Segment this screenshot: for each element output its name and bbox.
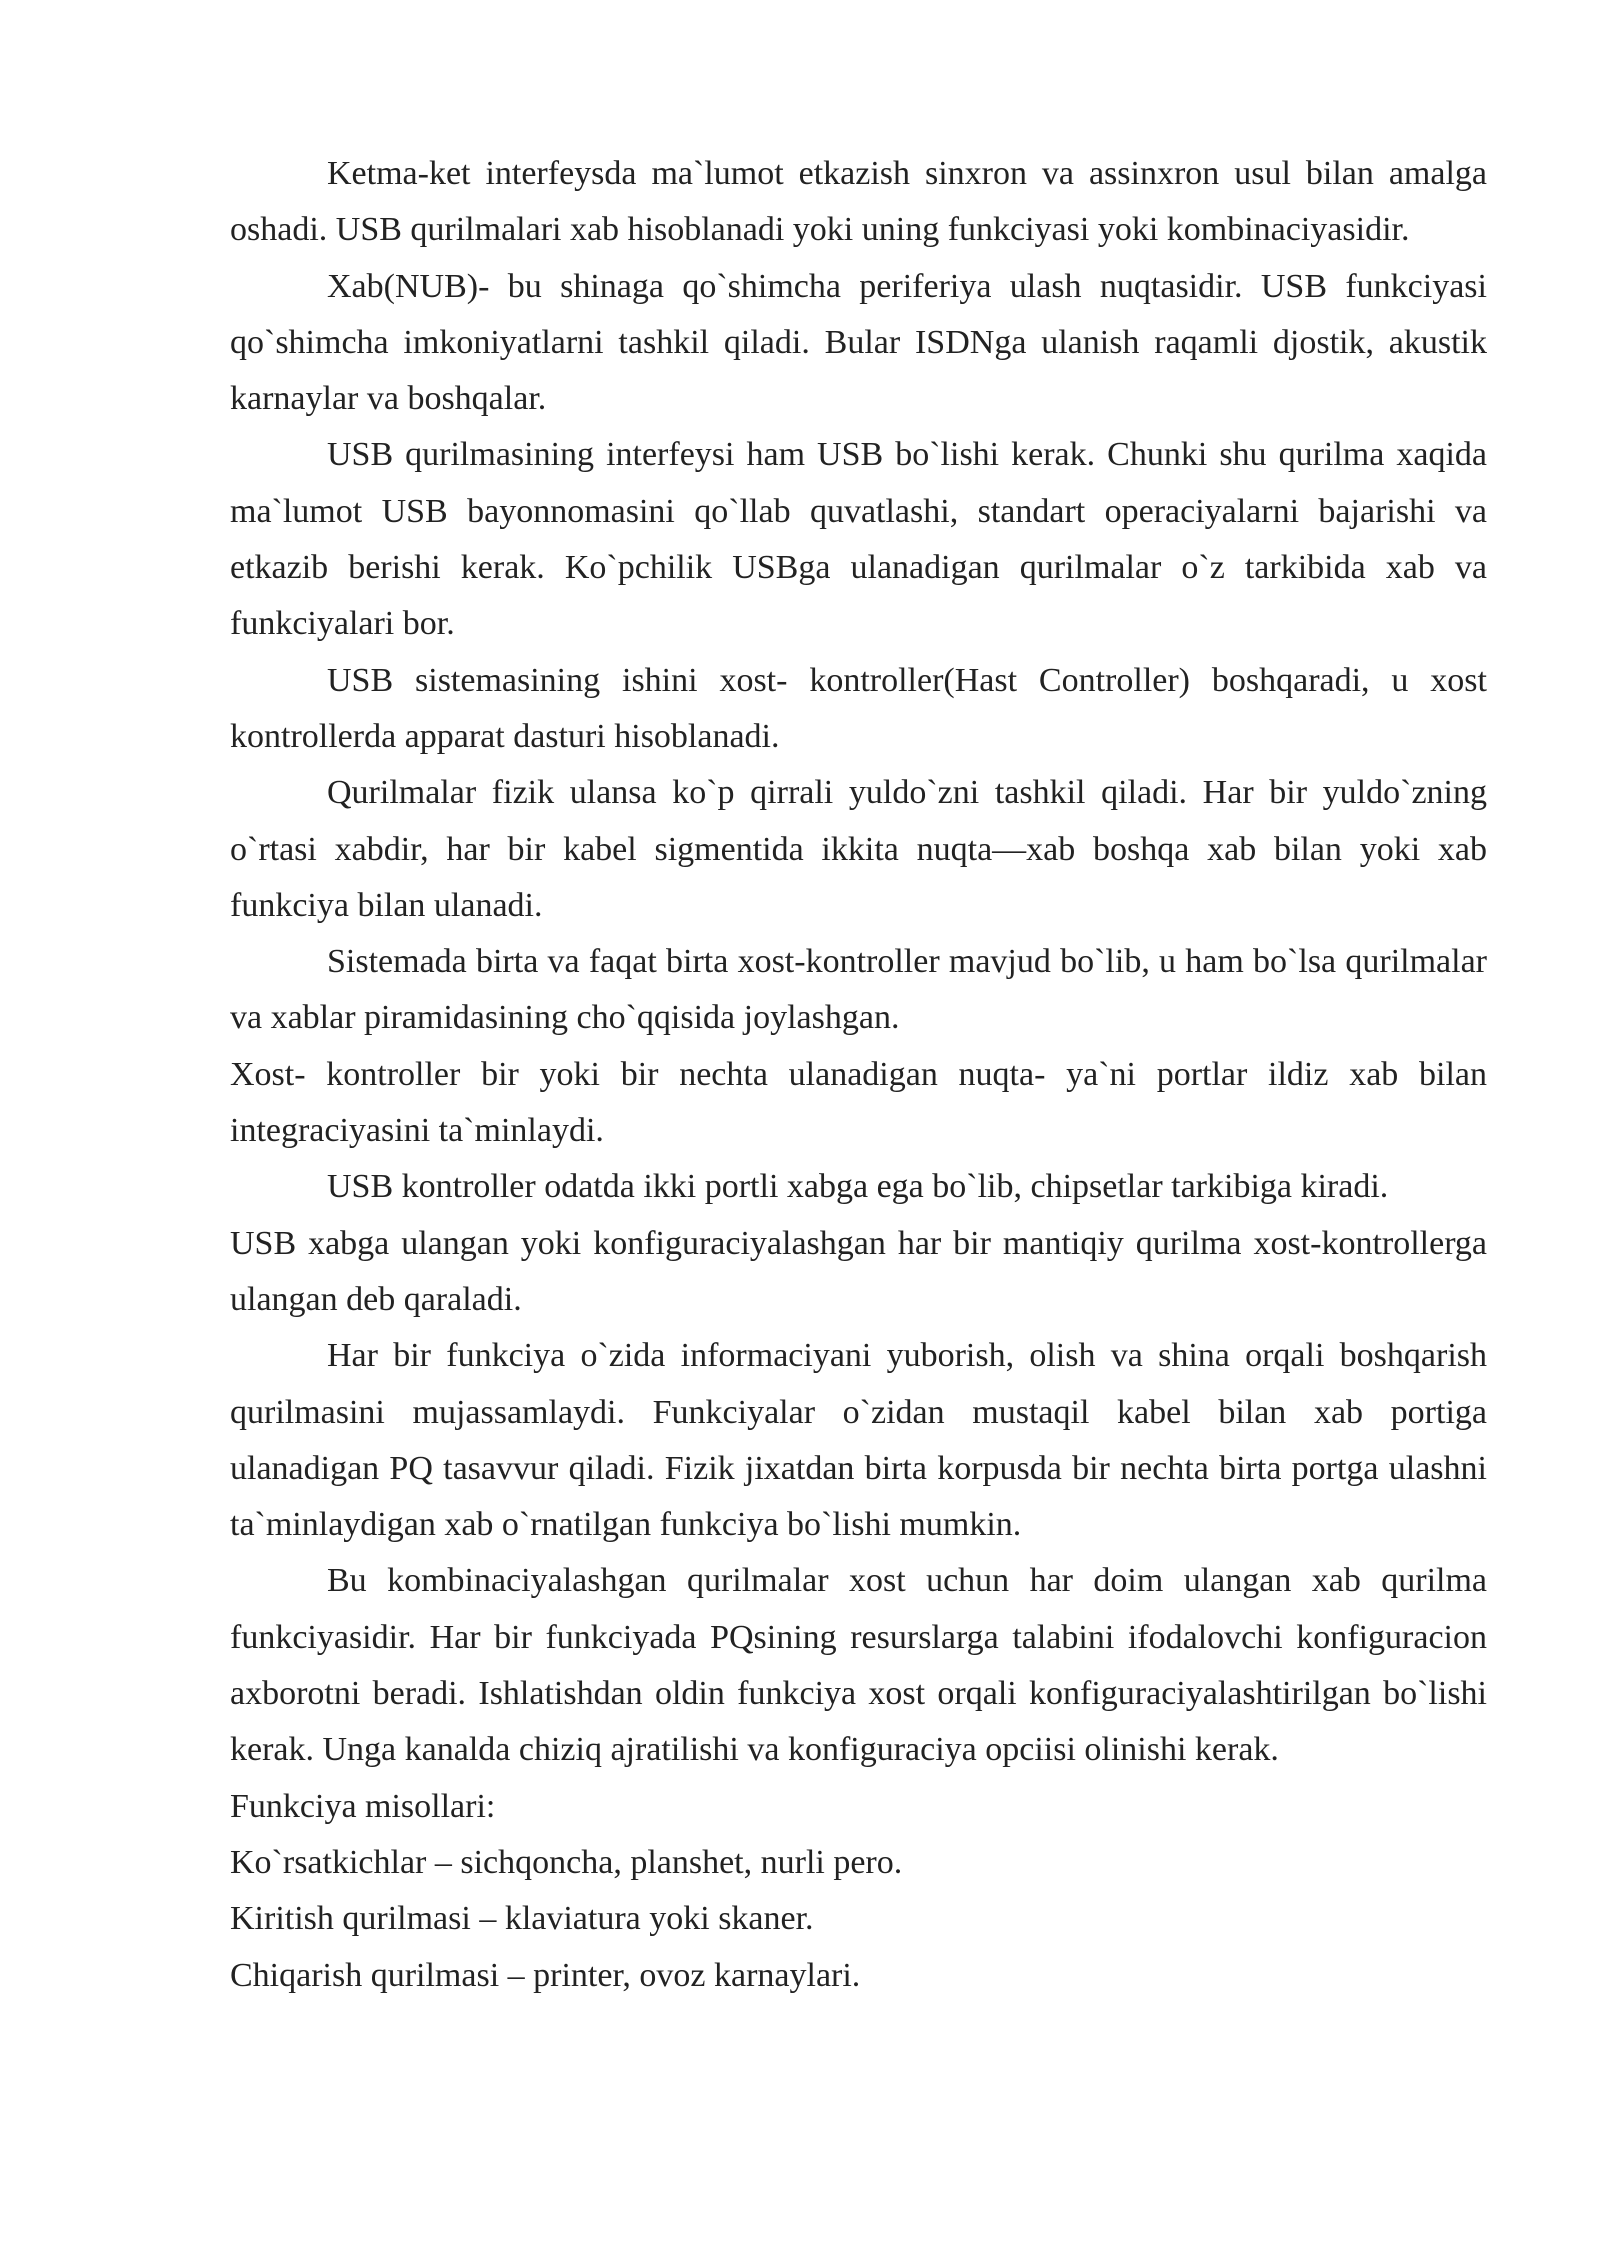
paragraph-host-controller: USB sistemasining ishini xost- kontroller(Hast Controller) boshqaradi, u xost kontrollerda apparat dasturi hisoblanadi. bbox=[230, 661, 1487, 755]
document-body bbox=[230, 146, 1487, 2004]
paragraph-combined-devices: Bu kombinaciyalashgan qurilmalar xost uchun har doim ulangan xab qurilma funkciyasidir. Har bir funkciyada PQsining resurslarga talabini ifodalovchi konfiguracion axborotni beradi. Ishlatishdan oldin funkciya xost orqali konfiguraciyalashtirilgan bo`lishi kerak. Unga kanalda chiziq ajratilishi va konfiguraciya opciisi olinishi kerak. bbox=[230, 1562, 1487, 1769]
paragraph-root-hub: Xost- kontroller bir yoki bir nechta ulanadigan nuqta- ya`ni portlar ildiz xab bilan integraciyasini ta`minlaydi. bbox=[230, 1055, 1487, 1150]
list-item-pointers: Ko`rsatkichlar – sichqoncha, planshet, nurli pero. bbox=[230, 1843, 903, 1881]
paragraph-two-port-hub: USB kontroller odatda ikki portli xabga ega bo`lib, chipsetlar tarkibiga kiradi. bbox=[327, 1168, 1389, 1206]
function-examples-heading: Funkciya misollari: bbox=[230, 1787, 496, 1825]
paragraph-usb-interface: USB qurilmasining interfeysi ham USB bo`lishi kerak. Chunki shu qurilma xaqida ma`lumot USB bayonnomasini qo`llab quvatlashi, standart operaciyalarni bajarishi va etkazib berishi kerak. Ko`pchilik USBga ulanadigan qurilmalar o`z tarkibida xab va funkciyalari bor. bbox=[230, 436, 1487, 643]
paragraph-hub-definition: Xab(NUB)- bu shinaga qo`shimcha periferiya ulash nuqtasidir. USB funkciyasi qo`shimcha imkoniyatlarni tashkil qiladi. Bular ISDNga ulanish raqamli djostik, akustik karnaylar va boshqalar. bbox=[230, 267, 1487, 418]
paragraph-star-topology: Qurilmalar fizik ulansa ko`p qirrali yuldo`zni tashkil qiladi. Har bir yuldo`zning o`rtasi xabdir, har bir kabel sigmentida ikkita nuqta—xab boshqa xab bilan yoki xab funkciya bilan ulanadi. bbox=[230, 774, 1487, 924]
paragraph-single-host: Sistemada birta va faqat birta xost-kontroller mavjud bo`lib, u ham bo`lsa qurilmalar va xablar piramidasining cho`qqisida joylashgan. bbox=[230, 943, 1487, 1037]
list-item-input-devices: Kiritish qurilmasi – klaviatura yoki skaner. bbox=[230, 1900, 814, 1938]
paragraph-logical-device: USB xabga ulangan yoki konfiguraciyalashgan har bir mantiqiy qurilma xost-kontrollerga ulangan deb qaraladi. bbox=[230, 1224, 1487, 1318]
list-item-output-devices: Chiqarish qurilmasi – printer, ovoz karnaylari. bbox=[230, 1956, 861, 1994]
paragraph-async-sync: Ketma-ket interfeysda ma`lumot etkazish sinxron va assinxron usul bilan amalga oshadi. USB qurilmalari xab hisoblanadi yoki uning funkciyasi yoki kombinaciyasidir. bbox=[230, 155, 1487, 249]
paragraph-function-description: Har bir funkciya o`zida informaciyani yuborish, olish va shina orqali boshqarish qurilmasini mujassamlaydi. Funkciyalar o`zidan mustaqil kabel bilan xab portiga ulanadigan PQ tasavvur qiladi. Fizik jixatdan birta korpusda bir nechta birta portga ulashni ta`minlaydigan xab o`rnatilgan funkciya bo`lishi mumkin. bbox=[230, 1337, 1487, 1544]
